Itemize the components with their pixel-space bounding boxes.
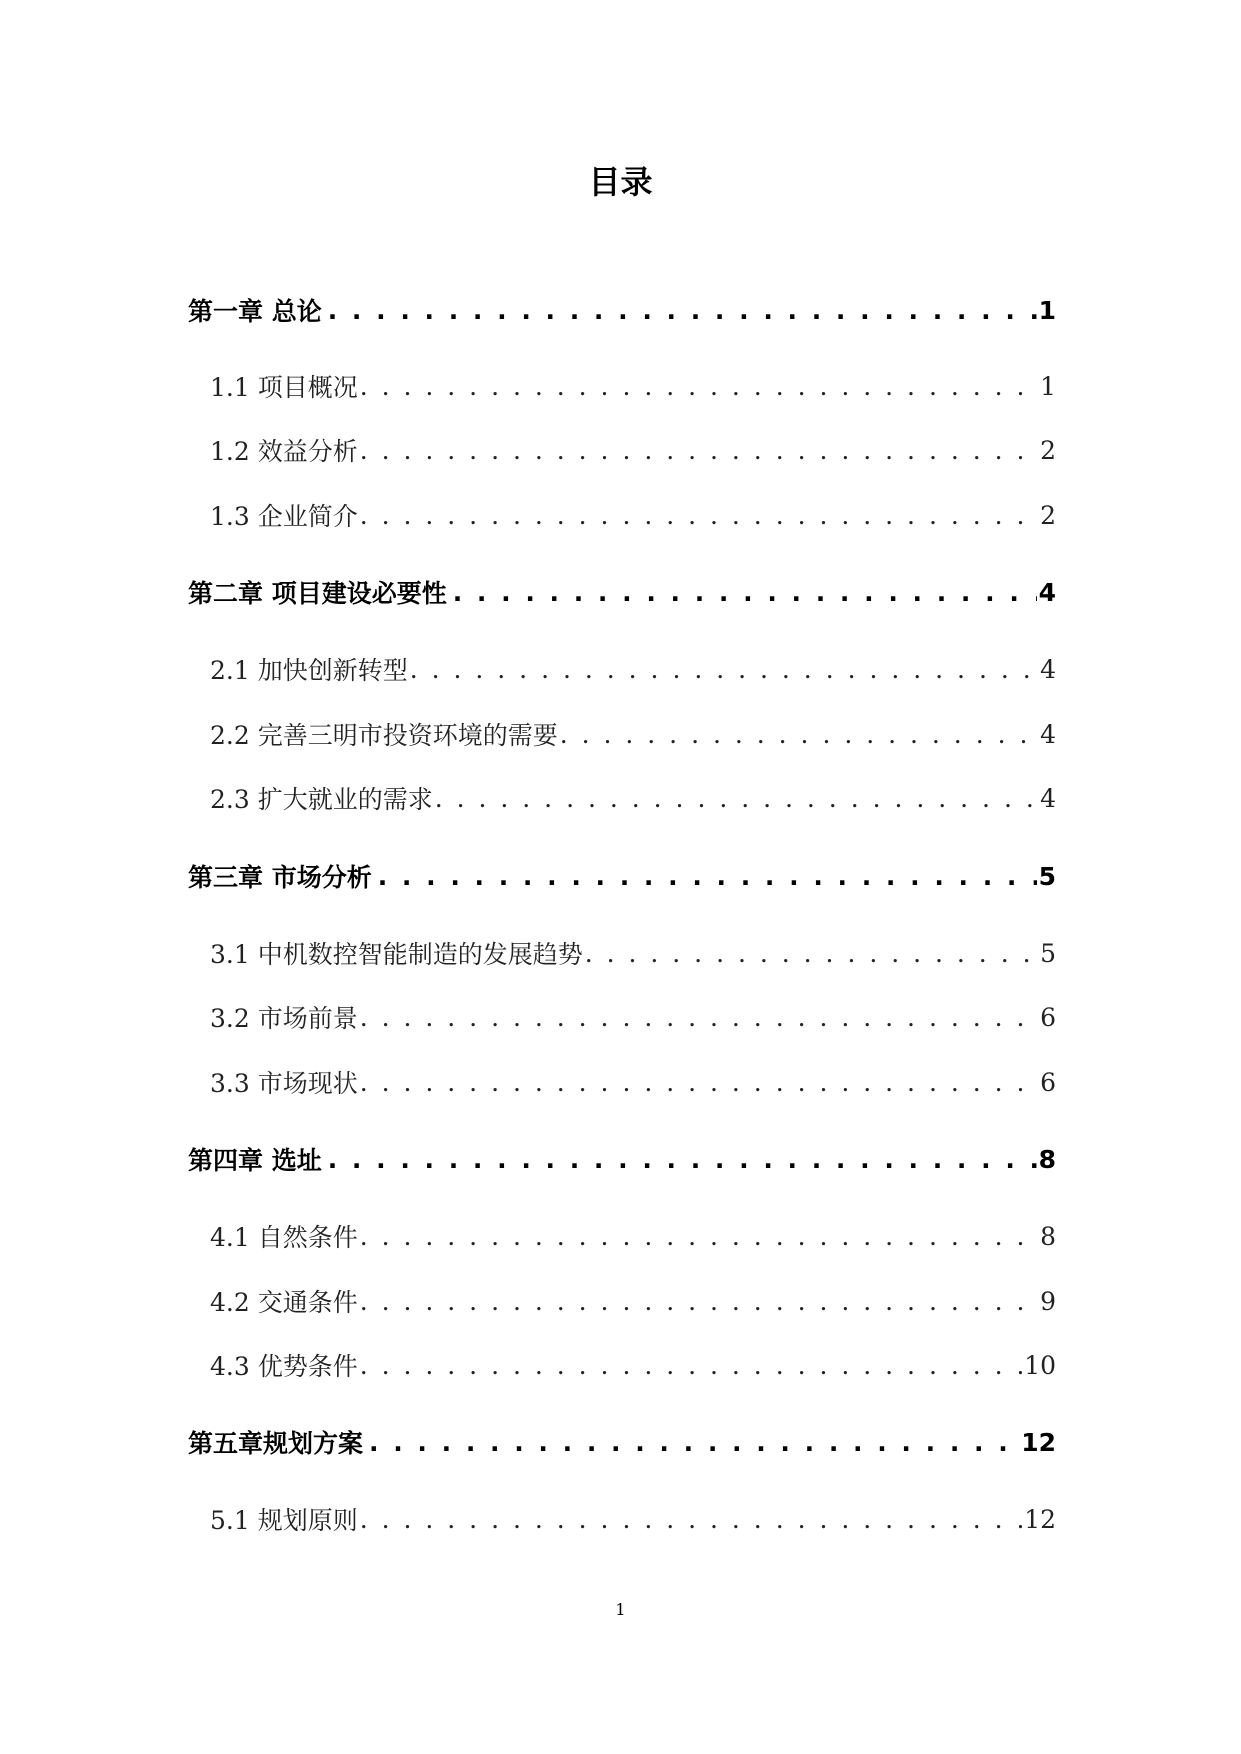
toc-section-1-2[interactable] bbox=[210, 430, 1056, 470]
toc-dot-leader bbox=[360, 1068, 1038, 1097]
toc-chapter-1[interactable] bbox=[188, 290, 1056, 330]
toc-entry-label: 3.1 中机数控智能制造的发展趋势 bbox=[210, 940, 583, 969]
toc-entry-page: 4 bbox=[1040, 719, 1056, 749]
toc-entry-label: 第五章规划方案 bbox=[188, 1429, 364, 1458]
toc-entry-page: 2 bbox=[1040, 500, 1056, 530]
toc-section-3-3[interactable] bbox=[210, 1062, 1056, 1102]
toc-entry-page: 8 bbox=[1040, 1221, 1056, 1251]
toc-entry-label: 第一章 总论 bbox=[188, 297, 322, 326]
toc-section-1-1[interactable] bbox=[210, 366, 1056, 406]
toc-dot-leader bbox=[360, 1222, 1038, 1251]
toc-entry-page: 8 bbox=[1038, 1144, 1056, 1174]
toc-chapter-2[interactable] bbox=[188, 572, 1056, 612]
toc-dot-leader bbox=[410, 655, 1038, 684]
toc-entry-label: 1.2 效益分析 bbox=[210, 437, 358, 466]
toc-entry-page: 5 bbox=[1038, 861, 1056, 891]
toc-section-3-1[interactable] bbox=[210, 933, 1056, 973]
toc-entry-page: 5 bbox=[1040, 938, 1056, 968]
toc-dot-leader bbox=[360, 1505, 1022, 1534]
toc-dot-leader bbox=[453, 578, 1037, 607]
toc-section-5-1[interactable] bbox=[210, 1499, 1056, 1539]
toc-entry-page: 1 bbox=[1038, 295, 1056, 325]
toc-section-4-1[interactable] bbox=[210, 1216, 1056, 1256]
toc-section-1-3[interactable] bbox=[210, 495, 1056, 535]
toc-entry-label: 1.1 项目概况 bbox=[210, 373, 358, 402]
toc-entry-label: 1.3 企业简介 bbox=[210, 502, 358, 531]
toc-entry-page: 4 bbox=[1040, 654, 1056, 684]
toc-section-4-2[interactable] bbox=[210, 1281, 1056, 1321]
toc-chapter-3[interactable] bbox=[188, 856, 1056, 896]
toc-section-2-3[interactable] bbox=[210, 778, 1056, 818]
toc-dot-leader bbox=[360, 436, 1038, 465]
toc-section-4-3[interactable] bbox=[210, 1345, 1056, 1385]
toc-dot-leader bbox=[435, 784, 1038, 813]
toc-entry-page: 4 bbox=[1038, 577, 1056, 607]
toc-dot-leader bbox=[360, 372, 1038, 401]
page-number: 1 bbox=[615, 1600, 626, 1619]
toc-dot-leader bbox=[369, 1428, 1019, 1457]
toc-entry-page: 6 bbox=[1040, 1067, 1056, 1097]
toc-entry-label: 4.3 优势条件 bbox=[210, 1352, 358, 1381]
toc-dot-leader bbox=[360, 501, 1038, 530]
toc-entry-page: 12 bbox=[1024, 1504, 1056, 1534]
toc-chapter-4[interactable] bbox=[188, 1139, 1056, 1179]
toc-entry-label: 5.1 规划原则 bbox=[210, 1506, 358, 1535]
toc-entry-page: 10 bbox=[1024, 1350, 1056, 1380]
toc-entry-label: 4.2 交通条件 bbox=[210, 1288, 358, 1317]
toc-entry-page: 6 bbox=[1040, 1002, 1056, 1032]
toc-entry-label: 2.2 完善三明市投资环境的需要 bbox=[210, 721, 558, 750]
toc-dot-leader bbox=[585, 939, 1038, 968]
toc-entry-page: 9 bbox=[1040, 1286, 1056, 1316]
toc-dot-leader bbox=[378, 862, 1037, 891]
toc-entry-label: 第三章 市场分析 bbox=[188, 863, 372, 892]
toc-section-3-2[interactable] bbox=[210, 997, 1056, 1037]
toc-dot-leader bbox=[360, 1287, 1038, 1316]
toc-entry-label: 2.3 扩大就业的需求 bbox=[210, 785, 433, 814]
toc-entry-page: 12 bbox=[1021, 1427, 1056, 1457]
toc-dot-leader bbox=[328, 296, 1037, 325]
toc-entry-page: 2 bbox=[1040, 435, 1056, 465]
toc-entry-label: 第四章 选址 bbox=[188, 1146, 322, 1175]
toc-entry-label: 第二章 项目建设必要性 bbox=[188, 579, 447, 608]
toc-entry-label: 3.2 市场前景 bbox=[210, 1004, 358, 1033]
toc-entry-label: 2.1 加快创新转型 bbox=[210, 656, 408, 685]
toc-dot-leader bbox=[360, 1351, 1022, 1380]
toc-entry-page: 1 bbox=[1040, 371, 1056, 401]
toc-entry-page: 4 bbox=[1040, 783, 1056, 813]
toc-dot-leader bbox=[360, 1003, 1038, 1032]
toc-entry-label: 4.1 自然条件 bbox=[210, 1223, 358, 1252]
toc-chapter-5[interactable] bbox=[188, 1422, 1056, 1462]
toc-entry-label: 3.3 市场现状 bbox=[210, 1069, 358, 1098]
page-title: 目录 bbox=[588, 163, 653, 201]
toc-dot-leader bbox=[560, 720, 1038, 749]
toc-section-2-2[interactable] bbox=[210, 714, 1056, 754]
toc-section-2-1[interactable] bbox=[210, 649, 1056, 689]
toc-dot-leader bbox=[328, 1145, 1037, 1174]
